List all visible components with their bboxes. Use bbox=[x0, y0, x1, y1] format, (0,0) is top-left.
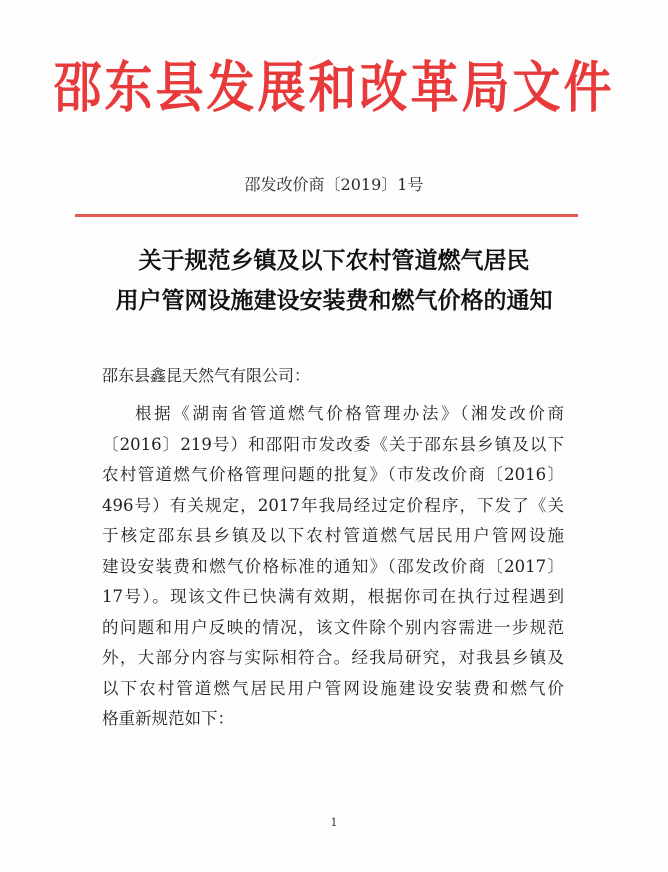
body-line: 于核定邵东县乡镇及以下农村管道燃气居民用户管网设施 bbox=[102, 526, 564, 545]
body-line: 格重新规范如下： bbox=[102, 709, 234, 728]
notice-title bbox=[0, 241, 668, 321]
body-line: 496号）有关规定，2017年我局经过定价程序，下发了《关 bbox=[102, 495, 564, 515]
body-line: 的问题和用户反映的情况，该文件除个别内容需进一步规范 bbox=[102, 617, 564, 637]
body-line: 根据《湖南省管道燃气价格管理办法》（湘发改价商 bbox=[135, 404, 564, 423]
body-line: 〔2016〕219号）和邵阳市发改委《关于邵东县乡镇及以下 bbox=[102, 434, 564, 454]
salutation: 邵东县鑫昆天然气有限公司： bbox=[102, 366, 311, 385]
masthead-title: 邵东县发展和改革局文件 bbox=[53, 55, 615, 121]
notice-title-line-1: 关于规范乡镇及以下农村管道燃气居民 bbox=[138, 247, 530, 274]
document-number: 邵发改价商〔2019〕1号 bbox=[244, 175, 424, 194]
body-line: 17号）。现该文件已快满有效期，根据你司在执行过程遇到 bbox=[102, 587, 564, 606]
body-line: 以下农村管道燃气居民用户管网设施建设安装费和燃气价 bbox=[102, 678, 564, 698]
body-line: 外，大部分内容与实际相符合。经我局研究，对我县乡镇及 bbox=[102, 648, 564, 667]
notice-title-line-2: 用户管网设施建设安装费和燃气价格的通知 bbox=[115, 287, 553, 314]
body-paragraph bbox=[102, 399, 564, 735]
page-number: 1 bbox=[330, 816, 338, 829]
body-line: 农村管道燃气价格管理问题的批复》（市发改价商〔2016〕 bbox=[102, 465, 564, 484]
red-divider-line bbox=[75, 214, 578, 217]
body-line: 建设安装费和燃气价格标准的通知》（邵发改价商〔2017〕 bbox=[102, 556, 564, 576]
